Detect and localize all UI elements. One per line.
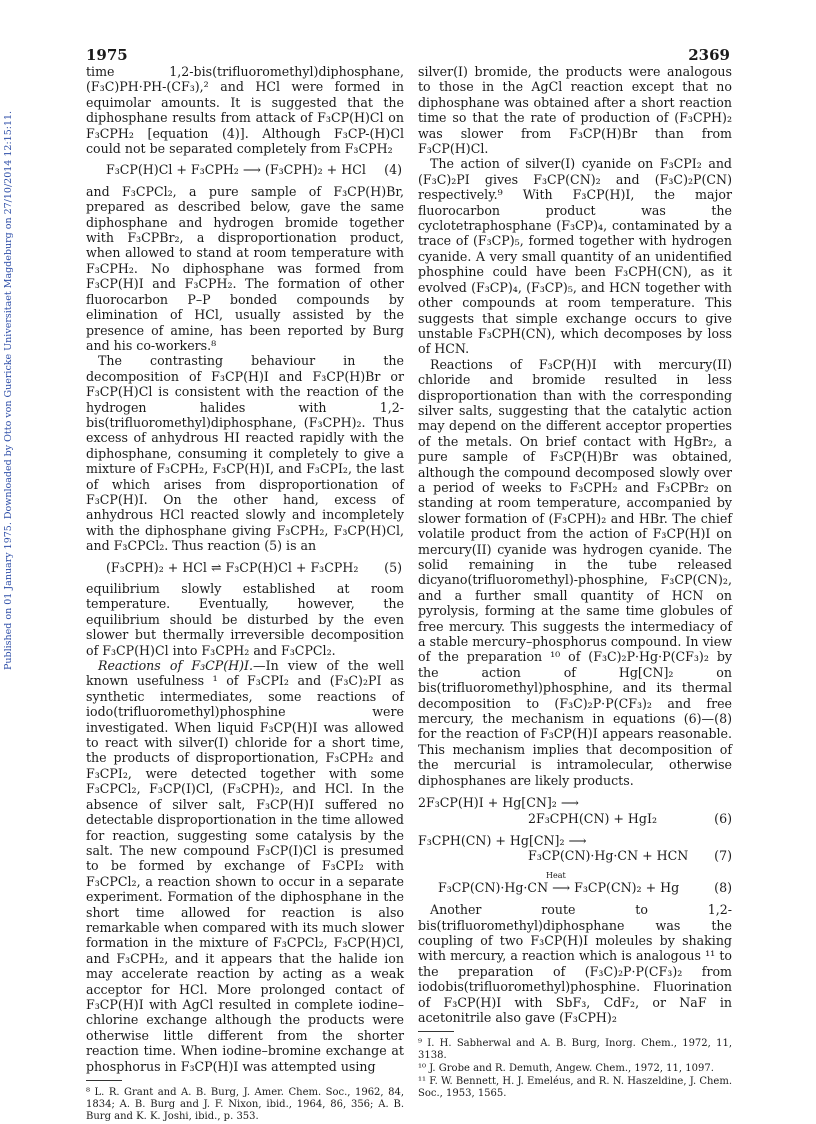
equation-line: F₃CPH(CN) + Hg[CN]₂ ⟶ (418, 832, 587, 848)
section-heading: Reactions of F₃CP(H)I. (98, 658, 254, 674)
equation-body: F₃CP(H)Cl + F₃CPH₂ ⟶ (F₃CPH)₂ + HCl (106, 162, 366, 178)
equation-7 (418, 833, 732, 864)
equation-number: (4) (384, 162, 402, 178)
equation-row (418, 811, 732, 826)
footnote-rule (418, 1031, 454, 1032)
equation-line: 2F₃CPH(CN) + HgI₂ (528, 810, 657, 826)
publication-notice: Published on 01 January 1975. Downloaded by Otto von Guericke Universitaet Magdeburg on 27/10/2014 12:15:11. (3, 110, 14, 670)
right-column (418, 64, 732, 1101)
paragraph: Reactions of F₃CP(H)I with mercury(II) chloride and bromide resulted in less disproportionation than with the corresponding silver salts, suggesting that the catalytic action may depend on the different acceptor properties of the metals. On brief contact with HgBr₂, a pure sample of F₃CP(H)Br was obtained, although the compound decomposed slowly over a period of weeks to F₃CPH₂ and F₃CPBr₂ on standing at room temperature, accompanied by slower formation of (F₃CPH)₂ and HBr. The chief volatile product from the action of F₃CP(H)I on mercury(II) cyanide was hydrogen cyanide. The solid remaining in the tube released dicyano(trifluoromethyl)-phosphine, F₃CP(CN)₂, and a further small quantity of HCN on pyrolysis, forming at the same time globules of free mercury. This suggests the intermediacy of a stable mercury–phosphorus compound. In view of the preparation ¹⁰ of (F₃C)₂P·Hg·P(CF₃)₂ by the action of Hg[CN]₂ on bis(trifluoromethyl)phosphine, and its thermal decomposition to (F₃C)₂P·P(CF₃)₂ and free mercury, the mechanism in equations (6)—(8) for the reaction of F₃CP(H)I appears reasonable. This mechanism implies that decomposition of the mercurial is intramolecular, otherwise diphosphanes are likely products. (418, 356, 732, 788)
footnotes (418, 1038, 732, 1100)
equation-row (418, 848, 732, 863)
left-column (86, 64, 404, 1124)
paragraph (86, 658, 404, 1074)
heat-label: Heat (546, 870, 566, 880)
page-number: 2369 (688, 46, 730, 64)
equation-number: (8) (714, 879, 732, 895)
header-year: 1975 (86, 46, 128, 64)
paragraph: Another route to 1,2-bis(trifluoromethyl)diphosphane was the coupling of two F₃CP(H)I moleules by shaking with mercury, a reaction which is analogous ¹¹ to the preparation of (F₃C)₂P·P(CF₃)₂ from iodobis(trifluoromethyl)phosphine. Fluorination of F₃CP(H)I with SbF₃, CdF₂, or NaF in acetonitrile also gave (F₃CPH)₂ (418, 902, 732, 1025)
paragraph: time 1,2-bis(trifluoromethyl)diphosphane, (F₃C)PH·PH-(CF₃),² and HCl were formed in equimolar amounts. It is suggested that the diphosphane results from attack of F₃CP(H)Cl on F₃CPH₂ [equation (4)]. Although F₃CP-(H)Cl could not be separated completely from F₃CPH₂ (86, 64, 404, 157)
footnote: ¹⁰ J. Grobe and R. Demuth, Angew. Chem., 1972, 11, 1097. (418, 1063, 714, 1075)
equation-number: (7) (714, 848, 732, 864)
publication-sidebar (3, 110, 17, 670)
equation-number: (6) (714, 810, 732, 826)
equation-5 (86, 560, 404, 575)
paragraph: equilibrium slowly established at room temperature. Eventually, however, the equilibrium should be disturbed by the even slower but thermally irreversible decomposition of F₃CP(H)Cl into F₃CPH₂ and F₃CPCl₂. (86, 581, 404, 658)
equation-line: F₃CP(CN)·Hg·CN + HCN (528, 848, 689, 864)
equation-body: (F₃CPH)₂ + HCl ⇌ F₃CP(H)Cl + F₃CPH₂ (106, 559, 359, 575)
footnote: ⁸ L. R. Grant and A. B. Burg, J. Amer. Chem. Soc., 1962, 84, 1834; A. B. Burg and J. F. Nixon, ibid., 1964, 86, 356; A. B. Burg and K. K. Joshi, ibid., p. 353. (86, 1087, 404, 1122)
paragraph: and F₃CPCl₂, a pure sample of F₃CP(H)Br, prepared as described below, gave the same diphosphane and hydrogen bromide together with F₃CPBr₂, a disproportionation product, when allowed to stand at room temperature with F₃CPH₂. No diphosphane was formed from F₃CP(H)I and F₃CPH₂. The formation of other fluorocarbon P–P bonded compounds by elimination of HCl, usually assisted by the presence of amine, has been reported by Burg and his co-workers.⁸ (86, 183, 404, 353)
equation-line: F₃CP(CN)·Hg·CN ⟶ F₃CP(CN)₂ + Hg (438, 879, 680, 895)
equation-4 (86, 162, 404, 177)
footnote: ¹¹ F. W. Bennett, H. J. Emeléus, and R. N. Haszeldine, J. Chem. Soc., 1953, 1565. (418, 1076, 732, 1100)
equation-number: (5) (384, 559, 402, 575)
paragraph: silver(I) bromide, the products were analogous to those in the AgCl reaction except that no diphosphane was obtained after a short reaction time so that the rate of production of (F₃CPH)₂ was slower from F₃CP(H)Br than from F₃CP(H)Cl. (418, 64, 732, 157)
paragraph-text: —In view of the well known usefulness ¹ of F₃CPI₂ and (F₃C)₂PI as synthetic intermediates, some reactions of iodo(trifluoromethyl)phosphine were investigated. When liquid F₃CP(H)I was allowed to react with silver(I) chloride for a short time, the products of disproportionation, F₃CPH₂ and F₃CPI₂, were detected together with some F₃CPCl₂, F₃CP(I)Cl, (F₃CPH)₂, and HCl. In the absence of silver salt, F₃CP(H)I suffered no detectable disproportionation in the time allowed for reaction, suggesting some catalysis by the salt. The new compound F₃CP(I)Cl is presumed to be formed by exchange of F₃CPI₂ with F₃CPCl₂, a reaction shown to occur in a separate experiment. Formation of the diphosphane in the short time allowed for reaction is also remarkable when compared with its much slower formation in the mixture of F₃CPCl₂, F₃CP(H)Cl, and F₃CPH₂, and it appears that the halide ion may accelerate reaction by acting as a weak acceptor for HCl. More prolonged contact of F₃CP(H)I with AgCl resulted in complete iodine–chlorine exchange although the products were otherwise little different from the shorter reaction time. When iodine–bromine exchange at phosphorus in F₃CP(H)I was attempted using (86, 658, 404, 1074)
paragraph: The action of silver(I) cyanide on F₃CPI₂ and (F₃C)₂PI gives F₃CP(CN)₂ and (F₃C)₂P(CN) respectively.⁹ With F₃CP(H)I, the major fluorocarbon product was the cyclotetraphosphane (F₃CP)₄, contaminated by a trace of (F₃CP)₅, formed together with hydrogen cyanide. A very small quantity of an unidentified phosphine could have been F₃CPH(CN), as it evolved (F₃CP)₄, (F₃CP)₅, and HCN together with other compounds at room temperature. This suggests that simple exchange occurs to give unstable F₃CPH(CN), which decomposes by loss of HCN. (418, 156, 732, 357)
footnotes (86, 1087, 404, 1123)
equation-8 (418, 871, 732, 895)
footnote-rule (86, 1080, 122, 1081)
footnote: ⁹ I. H. Sabherwal and A. B. Burg, Inorg. Chem., 1972, 11, 3138. (418, 1038, 732, 1062)
equation-row (418, 880, 732, 895)
equation-6 (418, 795, 732, 826)
paragraph: The contrasting behaviour in the decomposition of F₃CP(H)I and F₃CP(H)Br or F₃CP(H)Cl is consistent with the reaction of the hydrogen halides with 1,2-bis(trifluoromethyl)diphosphane, (F₃CPH)₂. Thus excess of anhydrous HI reacted rapidly with the diphosphane, consuming it completely to give a mixture of F₃CPH₂, F₃CP(H)I, and F₃CPI₂, the last of which arises from disproportionation of F₃CP(H)I. On the other hand, excess of anhydrous HCl reacted slowly and incompletely with the diphosphane giving F₃CPH₂, F₃CP(H)Cl, and F₃CPCl₂. Thus reaction (5) is an (86, 353, 404, 554)
equation-line: 2F₃CP(H)I + Hg[CN]₂ ⟶ (418, 795, 579, 811)
